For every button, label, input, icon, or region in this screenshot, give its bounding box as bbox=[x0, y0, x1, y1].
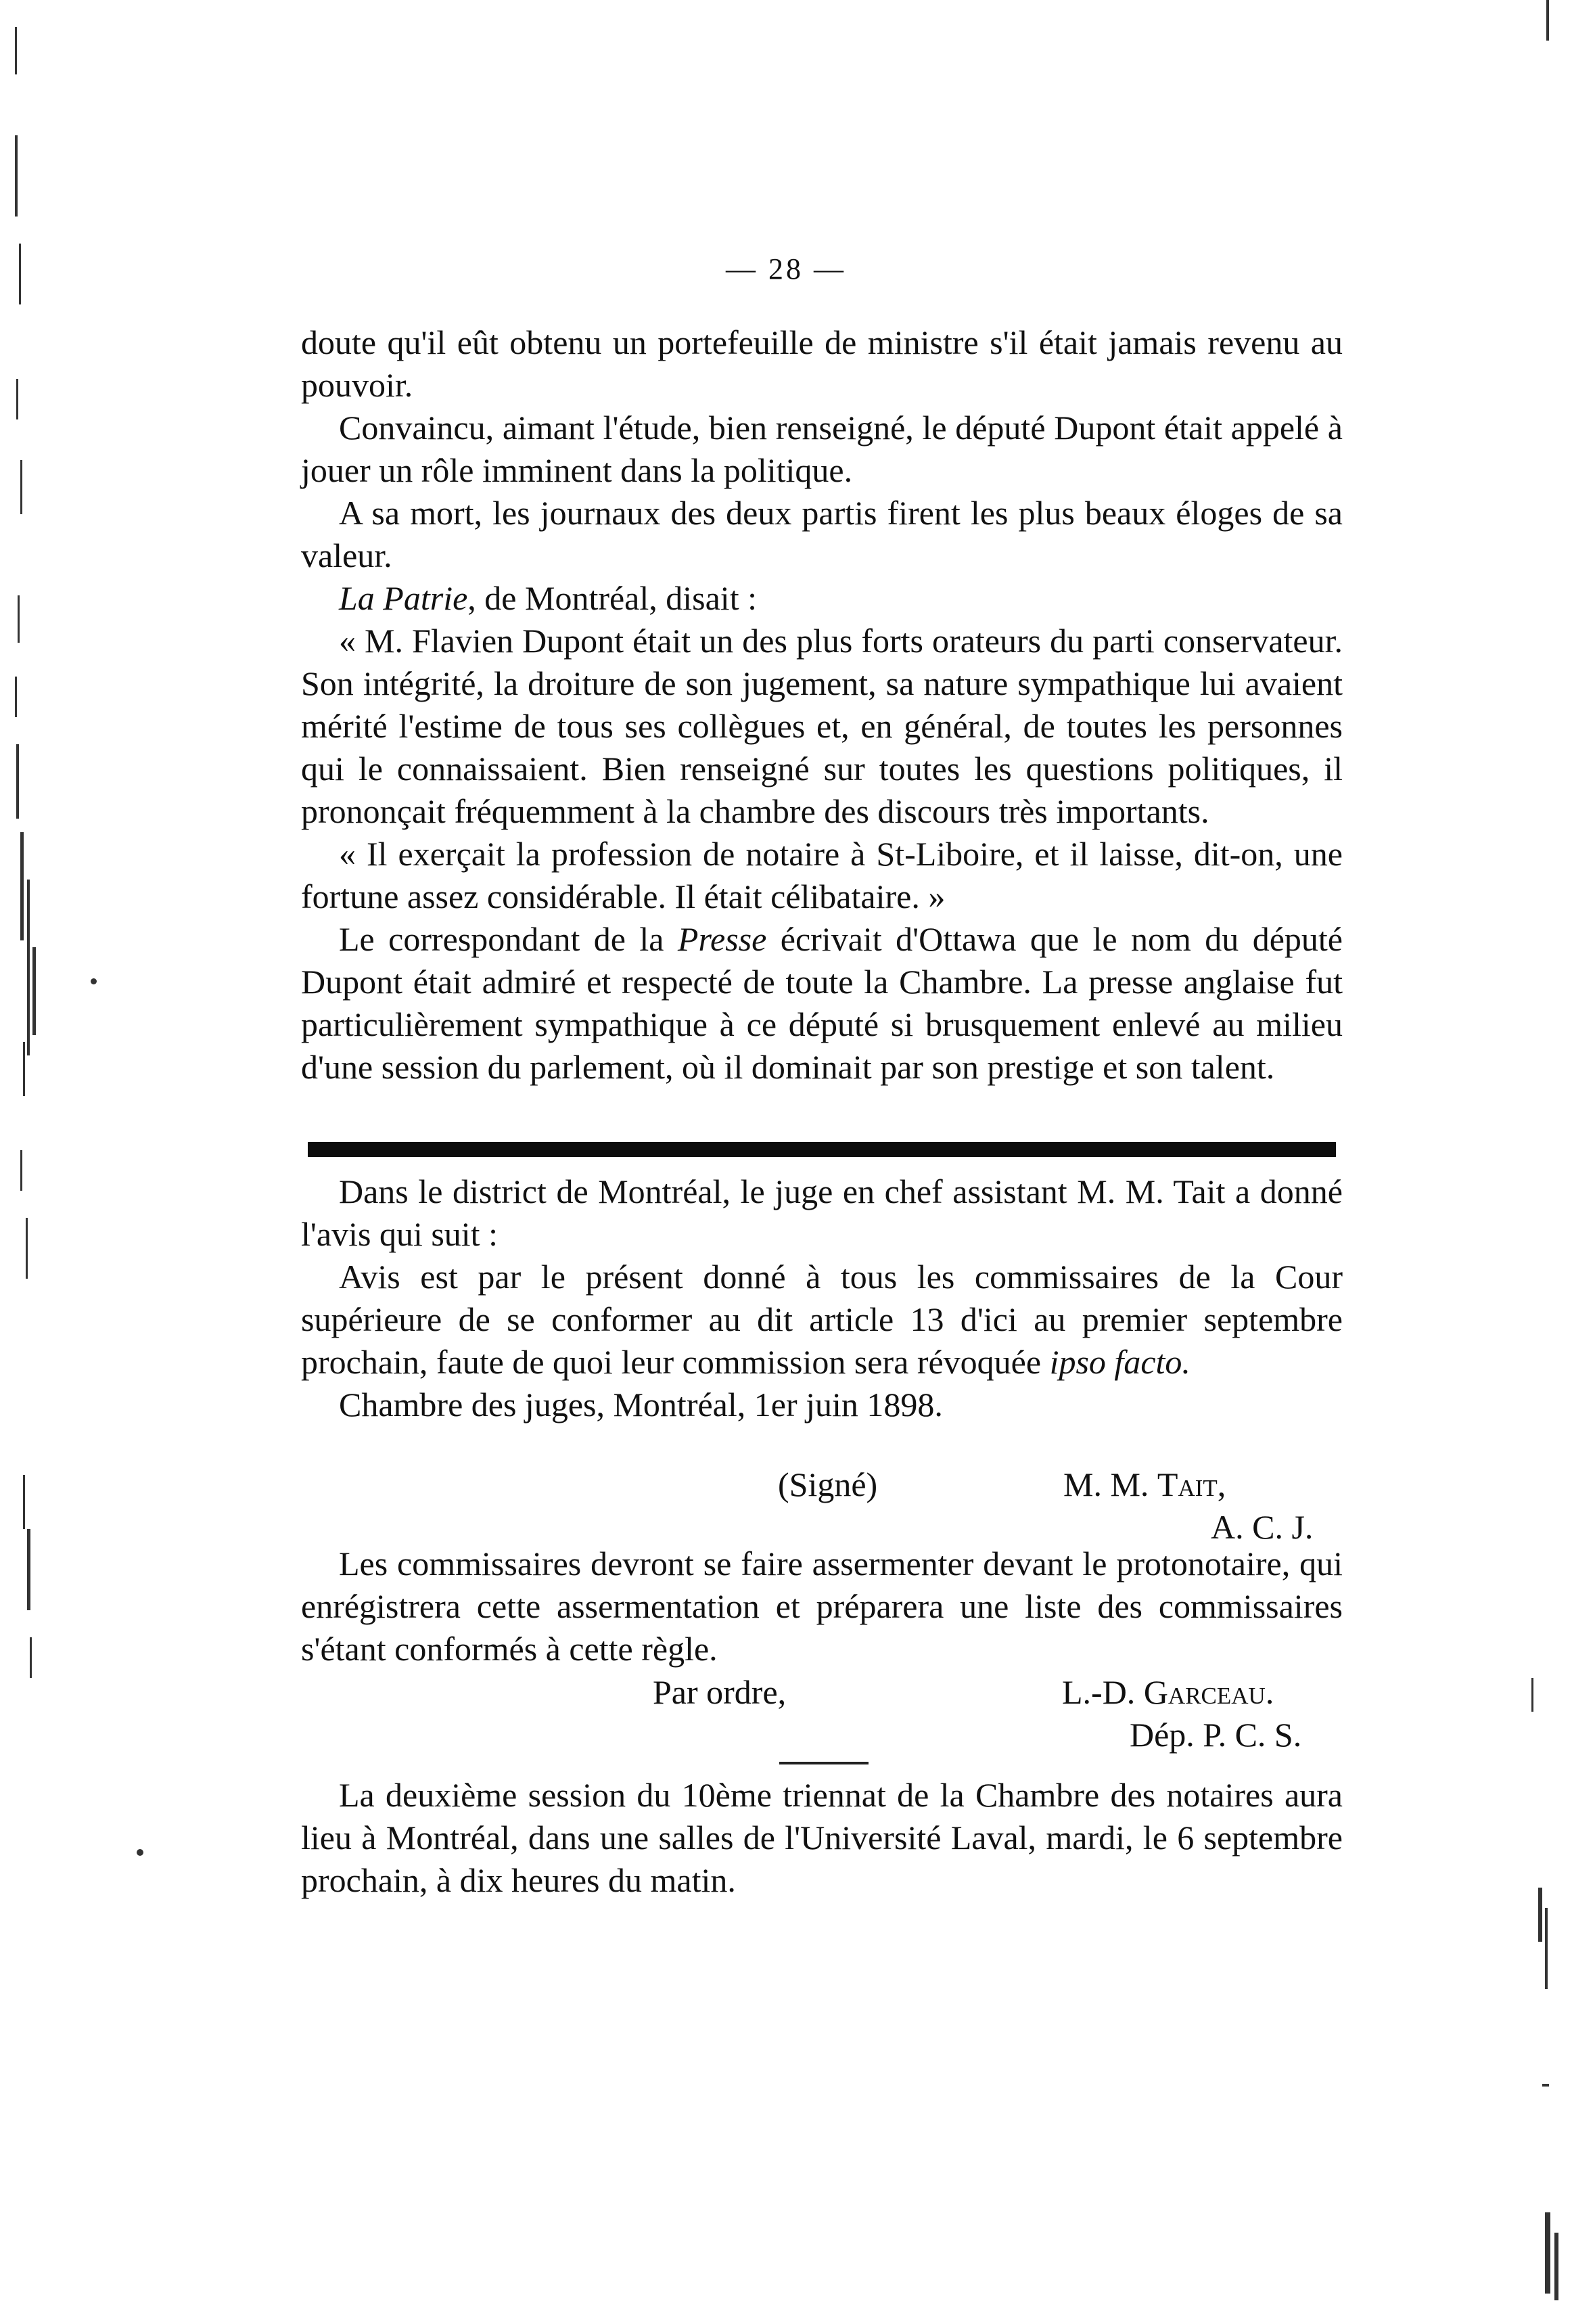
paragraph-session: La deuxième session du 10ème triennat de la Chambre des notaires aura lieu à Montréal, dans une salles de l'Université Laval, mardi, le 6 septembre prochain, à dix heures du matin. bbox=[301, 1776, 1343, 1899]
presse-after: écrivait d'Ottawa que le nom du député Dupont était admiré et respecté de toute la Chambre. La presse anglaise fut particulièrement sympathique à ce député si brusquement enlevé au milieu d'une session du parlement, où il dominait par son prestige et son talent. bbox=[301, 920, 1343, 1086]
order-title: Dép. P. C. S. bbox=[1130, 1716, 1302, 1754]
article-session-chambre bbox=[301, 1774, 1343, 1902]
article-avis-commissaires bbox=[301, 1170, 1343, 1426]
newspaper-title-presse: Presse bbox=[677, 920, 767, 958]
page-number: — 28 — bbox=[726, 252, 846, 286]
signed-label: (Signé) bbox=[778, 1465, 878, 1503]
order-name bbox=[1062, 1671, 1274, 1714]
dateline: Chambre des juges, Montréal, 1er juin 1898. bbox=[339, 1386, 943, 1423]
signer-name bbox=[1063, 1463, 1226, 1506]
followup-block bbox=[301, 1543, 1343, 1670]
signer-surname: Tait bbox=[1157, 1465, 1218, 1503]
section-divider-rule bbox=[308, 1142, 1336, 1157]
patrie-intro-rest: , de Montréal, disait : bbox=[467, 579, 757, 617]
order-surname: Garceau bbox=[1143, 1673, 1266, 1711]
article-dupont bbox=[301, 321, 1343, 1089]
avis-ipso-facto: ipso facto. bbox=[1049, 1343, 1190, 1381]
paragraph-followup: Les commissaires devront se faire assermenter devant le protonotaire, qui enrégistrera cette assermentation et préparera une liste des commissaires s'étant conformés à cette règle. bbox=[301, 1545, 1343, 1668]
paragraph-district-intro: Dans le district de Montréal, le juge en chef assistant M. M. Tait a donné l'avis qui suit : bbox=[301, 1172, 1343, 1253]
paragraph-presse bbox=[301, 918, 1343, 1089]
paragraph-avis bbox=[301, 1256, 1343, 1384]
paragraph-continuation: doute qu'il eût obtenu un portefeuille de ministre s'il était jamais revenu au pouvoir. bbox=[301, 323, 1343, 404]
order-label: Par ordre, bbox=[653, 1673, 787, 1711]
paragraph-patrie-intro bbox=[301, 577, 1343, 620]
short-divider-rule bbox=[779, 1762, 869, 1764]
signer-title: A. C. J. bbox=[1211, 1508, 1314, 1546]
order-initials: L.-D. bbox=[1062, 1673, 1136, 1711]
left-margin-scan-marks bbox=[0, 0, 47, 2324]
signer-comma: , bbox=[1217, 1465, 1226, 1503]
signer-initials: M. M. bbox=[1063, 1465, 1149, 1503]
avis-text: Avis est par le présent donné à tous les commissaires de la Cour supérieure de se conformer au dit article 13 d'ici au premier septembre prochain, faute de quoi leur commission sera révoquée bbox=[301, 1258, 1343, 1381]
paragraph-sa-mort: A sa mort, les journaux des deux partis firent les plus beaux éloges de sa valeur. bbox=[301, 494, 1343, 574]
presse-before: Le correspondant de la bbox=[339, 920, 678, 958]
right-margin-scan-marks bbox=[1498, 0, 1572, 2324]
paragraph-convaincu: Convaincu, aimant l'étude, bien renseigné, le député Dupont était appelé à jouer un rôle imminent dans la politique. bbox=[301, 409, 1343, 489]
order-name-end: . bbox=[1265, 1673, 1274, 1711]
quote-patrie-1: « M. Flavien Dupont était un des plus forts orateurs du parti conservateur. Son intégrité, la droiture de son jugement, sa nature sympathique lui avaient mérité l'estime de tous ses collègues et, en général, de toutes les personnes qui le connaissaient. Bien renseigné sur toutes les questions politiques, il prononçait fréquemment à la chambre des discours très importants. bbox=[301, 622, 1343, 830]
newspaper-title-patrie: La Patrie bbox=[339, 579, 468, 617]
quote-patrie-2: « Il exerçait la profession de notaire à St-Liboire, et il laisse, dit-on, une fortune assez considérable. Il était célibataire. » bbox=[301, 835, 1343, 915]
